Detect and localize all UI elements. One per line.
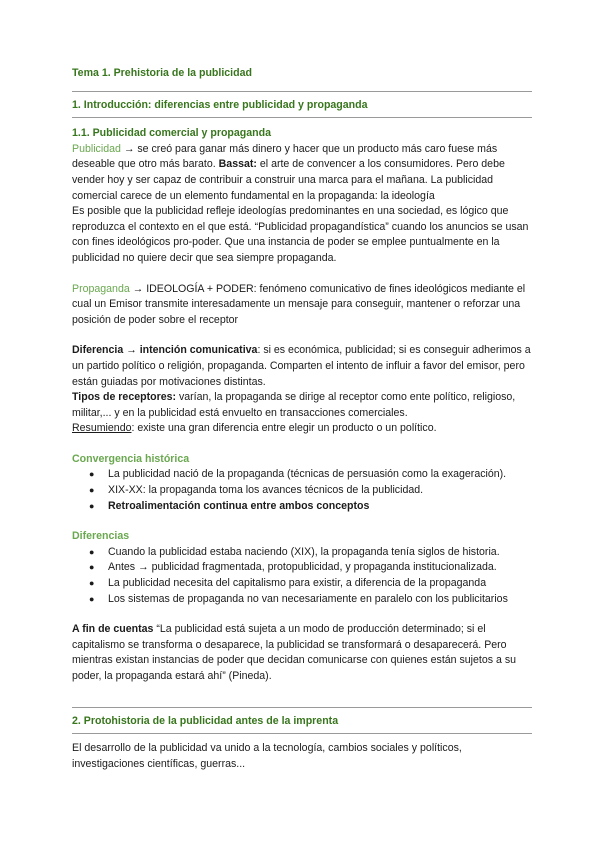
bassat-text: el arte de convencer a los consumidores. Pero debe vender hoy y ser capaz de contribuir a construir una marca para el mañana. La publicidad comercial carece de un elemento fundamental en la propaganda: la ideología	[72, 158, 505, 202]
afin-quote: “La publicidad está sujeta a un modo de producción determinado; si el capitalismo se transforma o desaparece, la publicidad se transformará o desaparecerá. Pero mientras existan instancias de poder que decidan comunicarse con quienes están sujetos a su poder, la propaganda estará ahí” (Pineda).	[72, 623, 517, 682]
diferencia-label: Diferencia → intención comunicativa	[72, 344, 258, 357]
resumiendo-paragraph	[72, 421, 532, 437]
list-item: ● Cuando la publicidad estaba naciendo (XIX), la propaganda tenía siglos de historia.	[72, 545, 532, 561]
propaganda-term: Propaganda	[72, 282, 130, 295]
section-2-heading: 2. Protohistoria de la publicidad antes de la imprenta	[72, 714, 339, 727]
afin-label: A fin de cuentas	[72, 623, 154, 636]
bassat-label: Bassat:	[218, 158, 257, 171]
publicidad-paragraph-2: Es posible que la publicidad refleje ideologías predominantes en una sociedad, es lógico que reproduzca el contexto en el que está. “Publicidad propagandística” cuando los anuncios se usan con fines ideológicos pro-poder. Que una instancia de poder se emplee puntualmente en la publicidad no quiere decir que sea siempre propaganda.	[72, 205, 529, 264]
diferencias-heading: Diferencias	[72, 530, 130, 543]
propaganda-paragraph	[72, 282, 532, 329]
afin-paragraph	[72, 622, 532, 684]
section-1-heading: 1. Introducción: diferencias entre publicidad y propaganda	[72, 98, 368, 111]
document-title: Tema 1. Prehistoria de la publicidad	[72, 67, 252, 79]
tipos-text: varían, la propaganda se dirige al receptor como ente político, religioso, militar,... y en la publicidad está envuelto en transacciones comerciales.	[72, 391, 516, 419]
resumiendo-label: Resumiendo	[72, 422, 132, 435]
list-item: ● La publicidad nació de la propaganda (técnicas de persuasión como la exageración).	[72, 467, 532, 483]
tipos-label: Tipos de receptores:	[72, 391, 177, 404]
diferencia-paragraph	[72, 343, 532, 390]
document-body	[72, 66, 532, 772]
resumiendo-text: : existe una gran diferencia entre elegir un producto o un político.	[131, 422, 437, 435]
convergencia-list	[72, 467, 532, 514]
diferencia-text: : si es económica, publicidad; si es conseguir adherimos a un partido político o religión, propaganda. Comparten el intento de influir a favor del emisor, pero están guiadas por motivaciones distintas.	[72, 344, 531, 388]
section-2-text: El desarrollo de la publicidad va unido a la tecnología, cambios sociales y políticos, investigaciones científicas, guerras...	[72, 742, 462, 770]
list-item: ● La publicidad necesita del capitalismo para existir, a diferencia de la propaganda	[72, 576, 532, 592]
list-item: ● XIX-XX: la propaganda toma los avances técnicos de la publicidad.	[72, 483, 532, 499]
subsection-1-1-heading: 1.1. Publicidad comercial y propaganda	[72, 127, 271, 140]
diferencias-list	[72, 545, 532, 607]
list-item: ● Antes → publicidad fragmentada, protopublicidad, y propaganda institucionalizada.	[72, 560, 532, 576]
convergencia-heading: Convergencia histórica	[72, 452, 190, 465]
list-item: ● Retroalimentación continua entre ambos conceptos	[72, 499, 532, 515]
publicidad-term: Publicidad	[72, 142, 121, 155]
propaganda-definition: → IDEOLOGÍA + PODER: fenómeno comunicativo de fines ideológicos mediante el cual un Emisor transmite interesadamente un mensaje para conseguir, mantener o reforzar una posición de poder sobre el receptor	[72, 282, 526, 326]
tipos-paragraph	[72, 390, 532, 421]
list-item: ● Los sistemas de propaganda no van necesariamente en paralelo con los publicitarios	[72, 592, 532, 608]
publicidad-paragraph	[72, 142, 532, 204]
publicidad-definition: → se creó para ganar más dinero y hacer que un producto más caro fuese más deseable que otro más barato.	[72, 142, 498, 171]
